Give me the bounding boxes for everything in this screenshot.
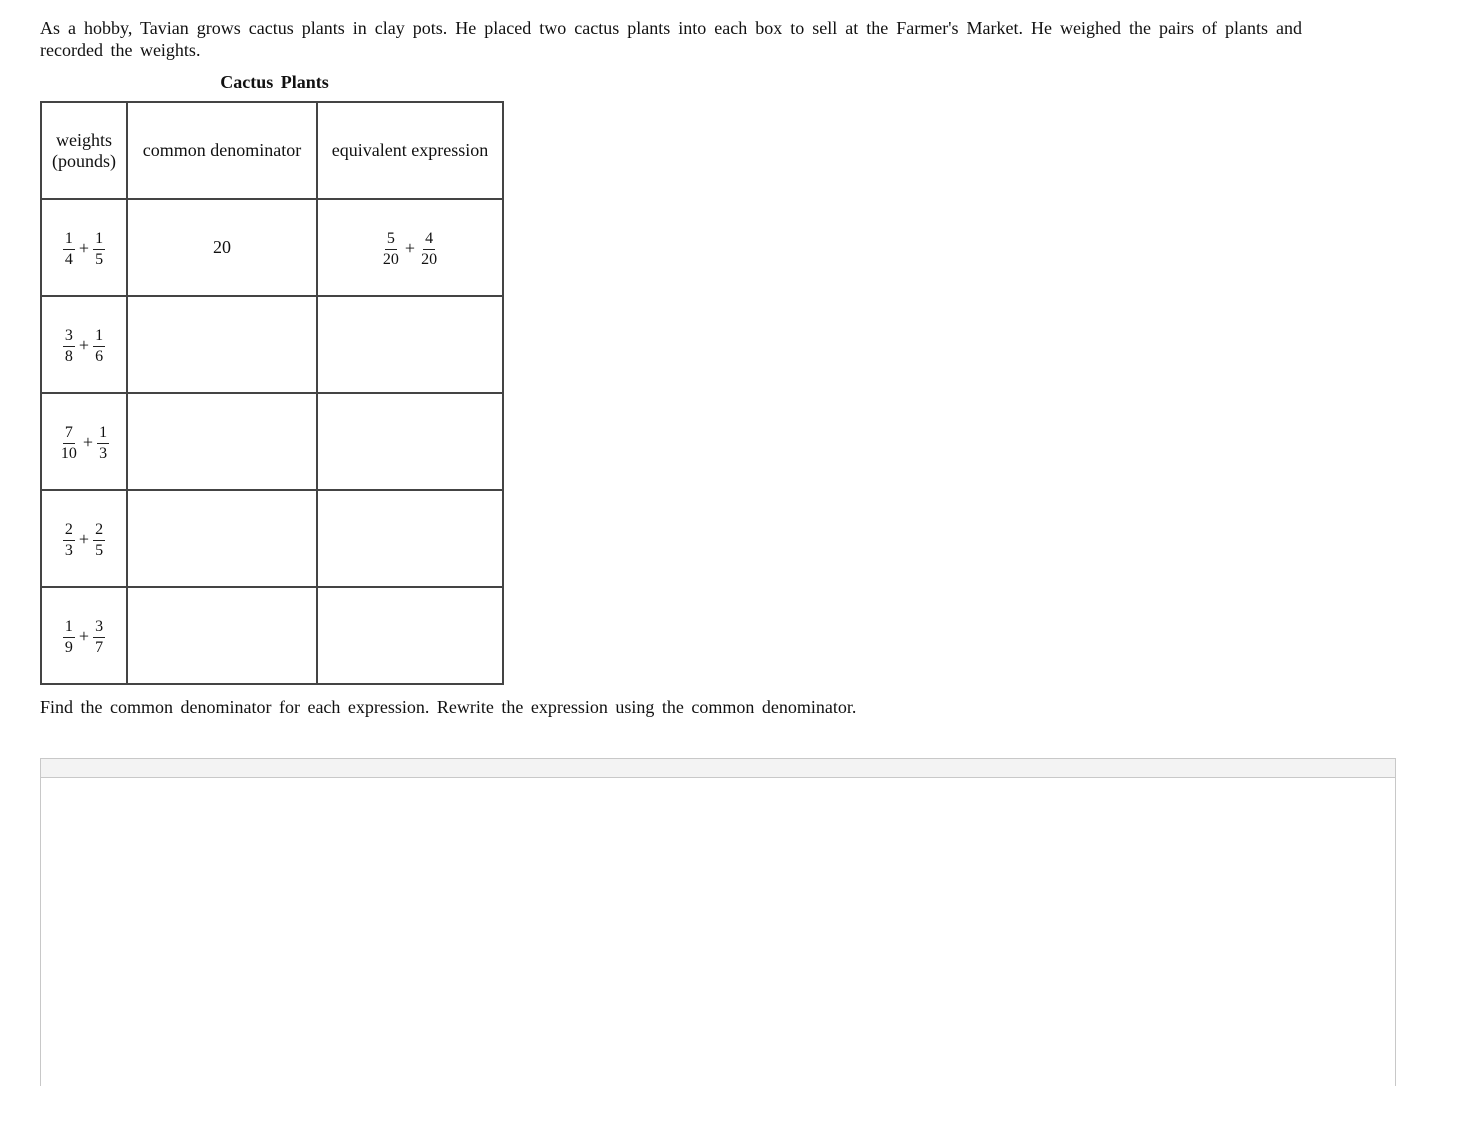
cactus-plants-table xyxy=(40,101,504,685)
fraction xyxy=(381,230,401,269)
header-weights-label: weights xyxy=(56,129,112,150)
plus-sign: + xyxy=(78,335,90,355)
numerator: 1 xyxy=(63,618,75,638)
plus-sign: + xyxy=(404,238,416,258)
denominator: 9 xyxy=(64,638,73,656)
fraction xyxy=(419,230,439,269)
weight-expression xyxy=(63,230,105,269)
common-denominator-cell xyxy=(127,490,317,587)
equivalent-expression-cell xyxy=(317,199,503,296)
equivalent-expression-cell xyxy=(317,393,503,490)
answer-editor xyxy=(40,758,1396,1086)
numerator: 1 xyxy=(93,327,105,347)
numerator: 1 xyxy=(93,230,105,250)
numerator: 4 xyxy=(423,230,435,250)
answer-input[interactable] xyxy=(41,778,1395,1086)
fraction xyxy=(59,424,79,463)
table-row xyxy=(41,296,503,393)
fraction xyxy=(93,618,105,657)
denominator: 7 xyxy=(95,638,104,656)
equivalent-expression-cell xyxy=(317,490,503,587)
weights-cell xyxy=(41,587,127,684)
fraction xyxy=(93,521,105,560)
weight-expression xyxy=(63,521,105,560)
table-row xyxy=(41,587,503,684)
fraction xyxy=(63,327,75,366)
table-row xyxy=(41,490,503,587)
equivalent-expression xyxy=(381,230,439,269)
weights-cell xyxy=(41,490,127,587)
header-equivalent-expression: equivalent expression xyxy=(317,102,503,199)
denominator: 5 xyxy=(95,541,104,559)
denominator: 10 xyxy=(60,444,77,462)
denominator: 3 xyxy=(99,444,108,462)
denominator: 4 xyxy=(64,250,73,268)
denominator: 5 xyxy=(95,250,104,268)
header-weights-unit: (pounds) xyxy=(52,150,116,171)
weight-expression xyxy=(63,327,105,366)
plus-sign: + xyxy=(78,529,90,549)
common-denominator-cell xyxy=(127,587,317,684)
numerator: 5 xyxy=(385,230,397,250)
fraction xyxy=(63,618,75,657)
plus-sign: + xyxy=(78,626,90,646)
fraction xyxy=(97,424,109,463)
equivalent-expression-cell xyxy=(317,296,503,393)
common-denominator-cell xyxy=(127,393,317,490)
denominator: 8 xyxy=(64,347,73,365)
numerator: 3 xyxy=(63,327,75,347)
editor-toolbar xyxy=(41,759,1395,778)
table-header-row xyxy=(41,102,503,199)
weights-cell xyxy=(41,296,127,393)
numerator: 1 xyxy=(97,424,109,444)
fraction xyxy=(63,230,75,269)
denominator: 6 xyxy=(95,347,104,365)
denominator: 20 xyxy=(421,250,438,268)
numerator: 2 xyxy=(63,521,75,541)
table-row xyxy=(41,393,503,490)
weight-expression xyxy=(63,618,105,657)
common-denominator-cell xyxy=(127,296,317,393)
problem-intro: As a hobby, Tavian grows cactus plants in clay pots. He placed two cactus plants into each box to sell at the Farmer's Market. He weighed the pairs of plants and recorded the weights. xyxy=(40,18,1302,60)
denominator: 3 xyxy=(64,541,73,559)
fraction xyxy=(63,521,75,560)
header-weights xyxy=(41,102,127,199)
numerator: 2 xyxy=(93,521,105,541)
denominator: 20 xyxy=(382,250,399,268)
weights-cell xyxy=(41,199,127,296)
header-common-denominator: common denominator xyxy=(127,102,317,199)
plus-sign: + xyxy=(82,432,94,452)
plus-sign: + xyxy=(78,238,90,258)
instruction-text: Find the common denominator for each expression. Rewrite the expression using the common denominator. xyxy=(40,697,857,717)
fraction xyxy=(93,327,105,366)
table-title: Cactus Plants xyxy=(220,72,329,92)
numerator: 3 xyxy=(93,618,105,638)
fraction xyxy=(93,230,105,269)
equivalent-expression-cell xyxy=(317,587,503,684)
weight-expression xyxy=(59,424,109,463)
numerator: 7 xyxy=(63,424,75,444)
table-row xyxy=(41,199,503,296)
numerator: 1 xyxy=(63,230,75,250)
common-denominator-cell: 20 xyxy=(127,199,317,296)
weights-cell xyxy=(41,393,127,490)
